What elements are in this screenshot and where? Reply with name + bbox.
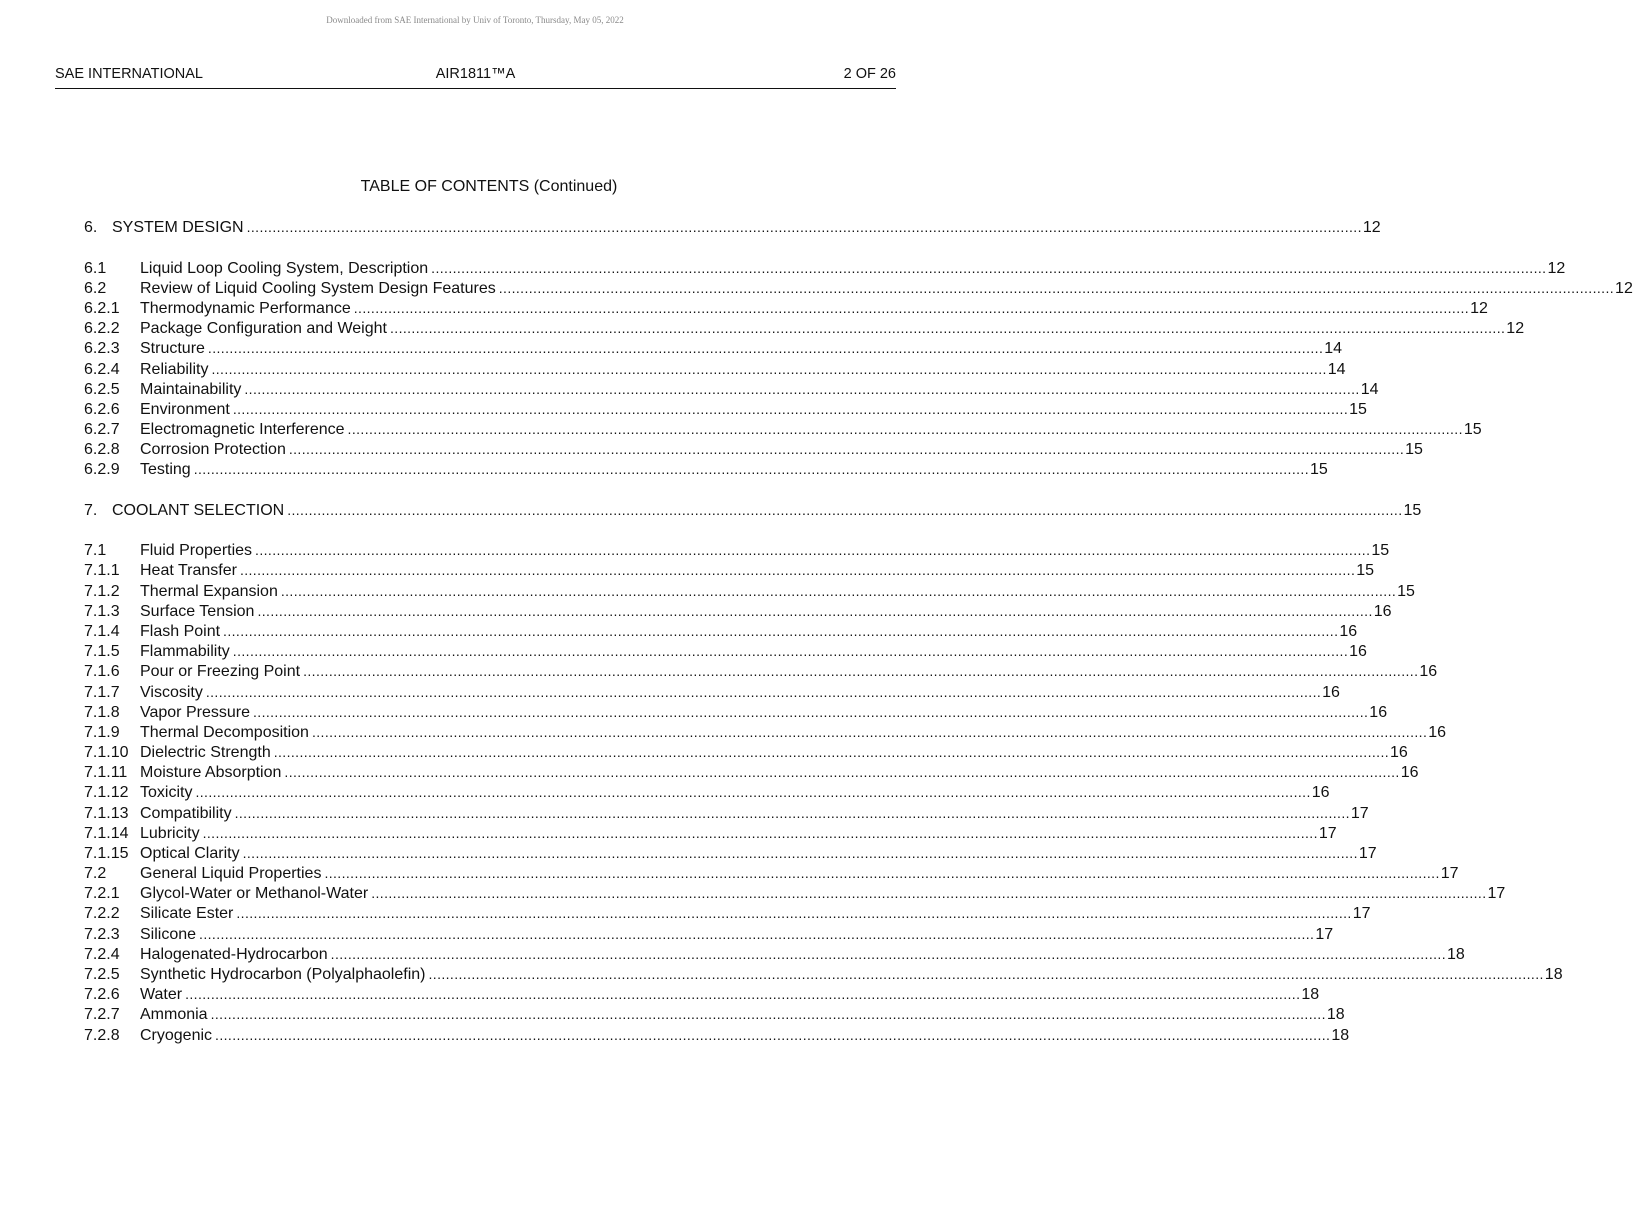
toc-entry-number: 6. xyxy=(84,219,98,236)
toc-entry xyxy=(84,540,1390,560)
toc-entry xyxy=(84,419,1482,439)
toc-dot-leader: .................................................................................................................................................................................................................................................................... xyxy=(239,562,1356,578)
toc-entry-number: 7.1.4 xyxy=(84,623,120,640)
toc-entry-title: Dielectric Strength xyxy=(140,744,271,761)
toc-dot-leader: .................................................................................................................................................................................................................................................................... xyxy=(353,300,1470,316)
toc-entry-title: Viscosity xyxy=(140,684,203,701)
toc-entry-number: 7.1.13 xyxy=(84,805,129,822)
toc-entry-page: 12 xyxy=(1615,280,1633,297)
toc-entry-title: Testing xyxy=(140,461,191,478)
toc-entry xyxy=(84,803,1369,823)
toc-entry-number: 7.1.5 xyxy=(84,643,120,660)
toc-entry-title: Synthetic Hydrocarbon (Polyalphaolefin) xyxy=(140,966,426,983)
toc-entry-page: 16 xyxy=(1322,684,1340,701)
toc-entry-page: 12 xyxy=(1362,219,1381,236)
toc-entry-title: SYSTEM DESIGN xyxy=(112,219,244,236)
toc-entry-number: 7.1 xyxy=(84,542,107,559)
toc-entry-page: 16 xyxy=(1339,623,1358,640)
toc-dot-leader: .................................................................................................................................................................................................................................................................... xyxy=(498,280,1615,296)
toc-entry xyxy=(84,379,1379,399)
toc-entry-number: 6.2.4 xyxy=(84,361,120,378)
toc-entry-page: 17 xyxy=(1358,845,1377,862)
toc-entry xyxy=(84,258,1566,278)
toc-entry-number: 7.1.12 xyxy=(84,784,129,801)
toc-entry-title: Package Configuration and Weight xyxy=(140,320,387,337)
toc-entry-number: 6.2.9 xyxy=(84,461,120,478)
download-watermark: Downloaded from SAE International by Univ of Toronto, Thursday, May 05, 2022 xyxy=(326,15,624,25)
toc-entry xyxy=(84,298,1488,318)
toc-entry-page: 15 xyxy=(1397,583,1415,600)
toc-entry-number: 6.2.5 xyxy=(84,381,120,398)
toc-entry xyxy=(84,924,1334,944)
toc-dot-leader: .................................................................................................................................................................................................................................................................... xyxy=(234,805,1350,821)
toc-entry-page: 16 xyxy=(1311,784,1330,801)
toc-entry-title: Compatibility xyxy=(140,805,232,822)
toc-entry-title: Halogenated-Hydrocarbon xyxy=(140,946,328,963)
toc-entry-number: 7.2.7 xyxy=(84,1006,120,1023)
toc-entry-title: Flash Point xyxy=(140,623,221,640)
toc-entry-title: Pour or Freezing Point xyxy=(140,663,301,680)
toc-dot-leader: .................................................................................................................................................................................................................................................................... xyxy=(211,361,1327,377)
toc-dot-leader: .................................................................................................................................................................................................................................................................... xyxy=(185,986,1301,1002)
toc-entry-page: 16 xyxy=(1349,643,1367,660)
toc-entry xyxy=(84,944,1465,964)
toc-entry-title: Structure xyxy=(140,340,205,357)
toc-entry-title: Environment xyxy=(140,401,230,418)
toc-entry-title: Heat Transfer xyxy=(140,562,237,579)
toc-entry-number: 7.1.8 xyxy=(84,704,120,721)
toc-entry xyxy=(84,702,1388,722)
toc-entry-title: Reliability xyxy=(140,361,209,378)
toc-dot-leader: .................................................................................................................................................................................................................................................................... xyxy=(232,401,1349,417)
toc-entry-page: 15 xyxy=(1403,502,1422,519)
toc-entry-page: 15 xyxy=(1405,441,1423,458)
toc-entry xyxy=(84,1004,1345,1024)
toc-entry-page: 18 xyxy=(1446,946,1465,963)
header-page-number: 2 OF 26 xyxy=(843,66,896,82)
toc-entry-title: Liquid Loop Cooling System, Description xyxy=(140,260,429,277)
toc-entry-number: 7.1.10 xyxy=(84,744,129,761)
toc-entry xyxy=(84,318,1525,338)
toc-dot-leader: .................................................................................................................................................................................................................................................................... xyxy=(244,381,1360,397)
toc-entry xyxy=(84,782,1330,802)
toc-dot-leader: .................................................................................................................................................................................................................................................................... xyxy=(288,441,1405,457)
toc-dot-leader: .................................................................................................................................................................................................................................................................... xyxy=(371,885,1487,901)
toc-entry xyxy=(84,560,1375,580)
toc-entry-title: Thermal Expansion xyxy=(140,583,278,600)
toc-entry-page: 14 xyxy=(1360,381,1379,398)
toc-entry-page: 12 xyxy=(1506,320,1525,337)
toc-entry-page: 14 xyxy=(1327,361,1346,378)
toc-entry-title: Glycol-Water or Methanol-Water xyxy=(140,885,369,902)
toc-entry-title: Maintainability xyxy=(140,381,242,398)
toc-entry-title: Moisture Absorption xyxy=(140,764,282,781)
toc-entry-number: 7.2.4 xyxy=(84,946,120,963)
toc-entry xyxy=(84,621,1358,641)
toc-entry-title: Flammability xyxy=(140,643,230,660)
toc-dot-leader: .................................................................................................................................................................................................................................................................... xyxy=(202,825,1318,841)
toc-entry xyxy=(84,823,1337,843)
toc-entry-page: 16 xyxy=(1390,744,1408,761)
toc-entry-number: 7.2.8 xyxy=(84,1027,120,1044)
toc-entry-page: 18 xyxy=(1326,1006,1345,1023)
toc-entry-number: 6.2.6 xyxy=(84,401,120,418)
toc-entry-title: Thermal Decomposition xyxy=(140,724,309,741)
toc-entry-number: 7.1.11 xyxy=(84,764,128,781)
toc-dot-leader: .................................................................................................................................................................................................................................................................... xyxy=(280,583,1397,599)
toc-dot-leader: .................................................................................................................................................................................................................................................................... xyxy=(246,219,1362,235)
toc-entry-number: 7.1.7 xyxy=(84,684,120,701)
toc-entry xyxy=(84,338,1343,358)
toc-dot-leader: .................................................................................................................................................................................................................................................................... xyxy=(257,603,1373,619)
toc-entry-page: 18 xyxy=(1301,986,1320,1003)
toc-entry-number: 6.1 xyxy=(84,260,107,277)
toc-entry-page: 17 xyxy=(1487,885,1506,902)
toc-entry xyxy=(84,762,1419,782)
toc-dot-leader: .................................................................................................................................................................................................................................................................... xyxy=(210,1006,1326,1022)
toc-entry-page: 15 xyxy=(1310,461,1328,478)
toc-dot-leader: .................................................................................................................................................................................................................................................................... xyxy=(207,340,1324,356)
toc-entry xyxy=(84,641,1367,661)
toc-entry xyxy=(84,1025,1350,1045)
toc-entry-title: COOLANT SELECTION xyxy=(112,502,285,519)
toc-dot-leader: .................................................................................................................................................................................................................................................................... xyxy=(431,260,1547,276)
toc-entry-page: 18 xyxy=(1544,966,1563,983)
toc-title: TABLE OF CONTENTS (Continued) xyxy=(360,178,618,195)
toc-entry xyxy=(84,722,1447,742)
toc-entry-title: Cryogenic xyxy=(140,1027,213,1044)
toc-dot-leader: .................................................................................................................................................................................................................................................................... xyxy=(273,744,1390,760)
toc-entry-page: 16 xyxy=(1400,764,1419,781)
toc-dot-leader: .................................................................................................................................................................................................................................................................... xyxy=(303,663,1419,679)
toc-entry-page: 16 xyxy=(1419,663,1438,680)
toc-entry-title: Lubricity xyxy=(140,825,200,842)
toc-entry xyxy=(84,399,1367,419)
toc-entry-title: Optical Clarity xyxy=(140,845,240,862)
header-rule xyxy=(55,88,896,89)
toc-entry-page: 12 xyxy=(1547,260,1566,277)
toc-entry-number: 7.2.5 xyxy=(84,966,120,983)
toc-entry xyxy=(84,581,1415,601)
toc-entry-number: 6.2 xyxy=(84,280,107,297)
toc-entry-page: 17 xyxy=(1440,865,1459,882)
toc-dot-leader: .................................................................................................................................................................................................................................................................... xyxy=(284,764,1400,780)
toc-entry xyxy=(84,661,1438,681)
toc-entry-page: 16 xyxy=(1369,704,1388,721)
toc-dot-leader: .................................................................................................................................................................................................................................................................... xyxy=(236,905,1352,921)
toc-entry-title: Silicate Ester xyxy=(140,905,234,922)
toc-dot-leader: .................................................................................................................................................................................................................................................................... xyxy=(215,1027,1331,1043)
toc-entry-number: 7.1.2 xyxy=(84,583,120,600)
toc-entry-title: General Liquid Properties xyxy=(140,865,322,882)
toc-entry xyxy=(84,500,1422,520)
toc-entry-number: 7.1.1 xyxy=(84,562,120,579)
toc-dot-leader: .................................................................................................................................................................................................................................................................... xyxy=(330,946,1446,962)
toc-entry xyxy=(84,964,1563,984)
toc-entry xyxy=(84,359,1346,379)
toc-entry-number: 6.2.3 xyxy=(84,340,120,357)
toc-entry-page: 12 xyxy=(1470,300,1488,317)
toc-entry xyxy=(84,903,1371,923)
toc-entry-number: 7.2.1 xyxy=(84,885,120,902)
toc-entry-number: 6.2.7 xyxy=(84,421,120,438)
toc-entry-title: Electromagnetic Interference xyxy=(140,421,345,438)
toc-entry-page: 17 xyxy=(1315,926,1334,943)
toc-entry-number: 7.2 xyxy=(84,865,107,882)
toc-entry-number: 7.2.2 xyxy=(84,905,120,922)
toc-dot-leader: .................................................................................................................................................................................................................................................................... xyxy=(255,542,1371,558)
toc-dot-leader: .................................................................................................................................................................................................................................................................... xyxy=(252,704,1369,720)
header-organization: SAE INTERNATIONAL xyxy=(55,66,203,82)
toc-dot-leader: .................................................................................................................................................................................................................................................................... xyxy=(232,643,1349,659)
toc-entry-page: 16 xyxy=(1373,603,1392,620)
toc-entry-title: Surface Tension xyxy=(140,603,255,620)
toc-dot-leader: .................................................................................................................................................................................................................................................................... xyxy=(311,724,1428,740)
toc-dot-leader: .................................................................................................................................................................................................................................................................... xyxy=(193,461,1310,477)
toc-entry-number: 6.2.8 xyxy=(84,441,120,458)
toc-entry-page: 17 xyxy=(1352,905,1371,922)
toc-entry-number: 7.1.15 xyxy=(84,845,129,862)
toc-entry-page: 17 xyxy=(1318,825,1337,842)
toc-entry xyxy=(84,843,1377,863)
toc-dot-leader: .................................................................................................................................................................................................................................................................... xyxy=(347,421,1463,437)
toc-entry-title: Water xyxy=(140,986,183,1003)
toc-entry-number: 7. xyxy=(84,502,98,519)
toc-dot-leader: .................................................................................................................................................................................................................................................................... xyxy=(242,845,1358,861)
toc-entry-page: 15 xyxy=(1371,542,1390,559)
toc-dot-leader: .................................................................................................................................................................................................................................................................... xyxy=(195,784,1311,800)
toc-entry-page: 14 xyxy=(1324,340,1343,357)
toc-dot-leader: .................................................................................................................................................................................................................................................................... xyxy=(287,502,1403,518)
toc-entry xyxy=(84,984,1320,1004)
toc-dot-leader: .................................................................................................................................................................................................................................................................... xyxy=(428,966,1544,982)
toc-entry-title: Review of Liquid Cooling System Design Features xyxy=(140,280,496,297)
toc-entry-page: 17 xyxy=(1350,805,1369,822)
toc-entry-title: Fluid Properties xyxy=(140,542,253,559)
toc-entry xyxy=(84,278,1633,298)
toc-entry-page: 15 xyxy=(1349,401,1367,418)
toc-entry-page: 15 xyxy=(1463,421,1482,438)
toc-entry-number: 7.2.3 xyxy=(84,926,120,943)
header-document-number: AIR1811™A xyxy=(435,66,516,82)
toc-entry-title: Silicone xyxy=(140,926,197,943)
toc-dot-leader: .................................................................................................................................................................................................................................................................... xyxy=(199,926,1315,942)
toc-entry xyxy=(84,601,1392,621)
toc-entry-title: Toxicity xyxy=(140,784,193,801)
toc-entry-number: 7.1.14 xyxy=(84,825,129,842)
toc-entry-title: Vapor Pressure xyxy=(140,704,250,721)
toc-entry xyxy=(84,217,1381,237)
toc-entry xyxy=(84,459,1328,479)
toc-entry-number: 7.1.3 xyxy=(84,603,120,620)
toc-entry-number: 7.2.6 xyxy=(84,986,120,1003)
toc-entry xyxy=(84,883,1506,903)
toc-dot-leader: .................................................................................................................................................................................................................................................................... xyxy=(324,865,1440,881)
toc-entry xyxy=(84,439,1423,459)
toc-entry-page: 15 xyxy=(1356,562,1375,579)
toc-entry-page: 18 xyxy=(1331,1027,1350,1044)
toc-dot-leader: .................................................................................................................................................................................................................................................................... xyxy=(389,320,1506,336)
toc-entry-page: 16 xyxy=(1428,724,1447,741)
toc-entry xyxy=(84,682,1340,702)
toc-entry-number: 6.2.2 xyxy=(84,320,120,337)
toc-entry-title: Thermodynamic Performance xyxy=(140,300,351,317)
toc-dot-leader: .................................................................................................................................................................................................................................................................... xyxy=(223,623,1339,639)
toc-dot-leader: .................................................................................................................................................................................................................................................................... xyxy=(205,684,1322,700)
toc-entry-number: 6.2.1 xyxy=(84,300,120,317)
toc-entry-title: Corrosion Protection xyxy=(140,441,286,458)
toc-entry xyxy=(84,863,1459,883)
toc-entry-title: Ammonia xyxy=(140,1006,208,1023)
toc-entry-number: 7.1.9 xyxy=(84,724,120,741)
toc-entry xyxy=(84,742,1408,762)
toc-entry-number: 7.1.6 xyxy=(84,663,120,680)
